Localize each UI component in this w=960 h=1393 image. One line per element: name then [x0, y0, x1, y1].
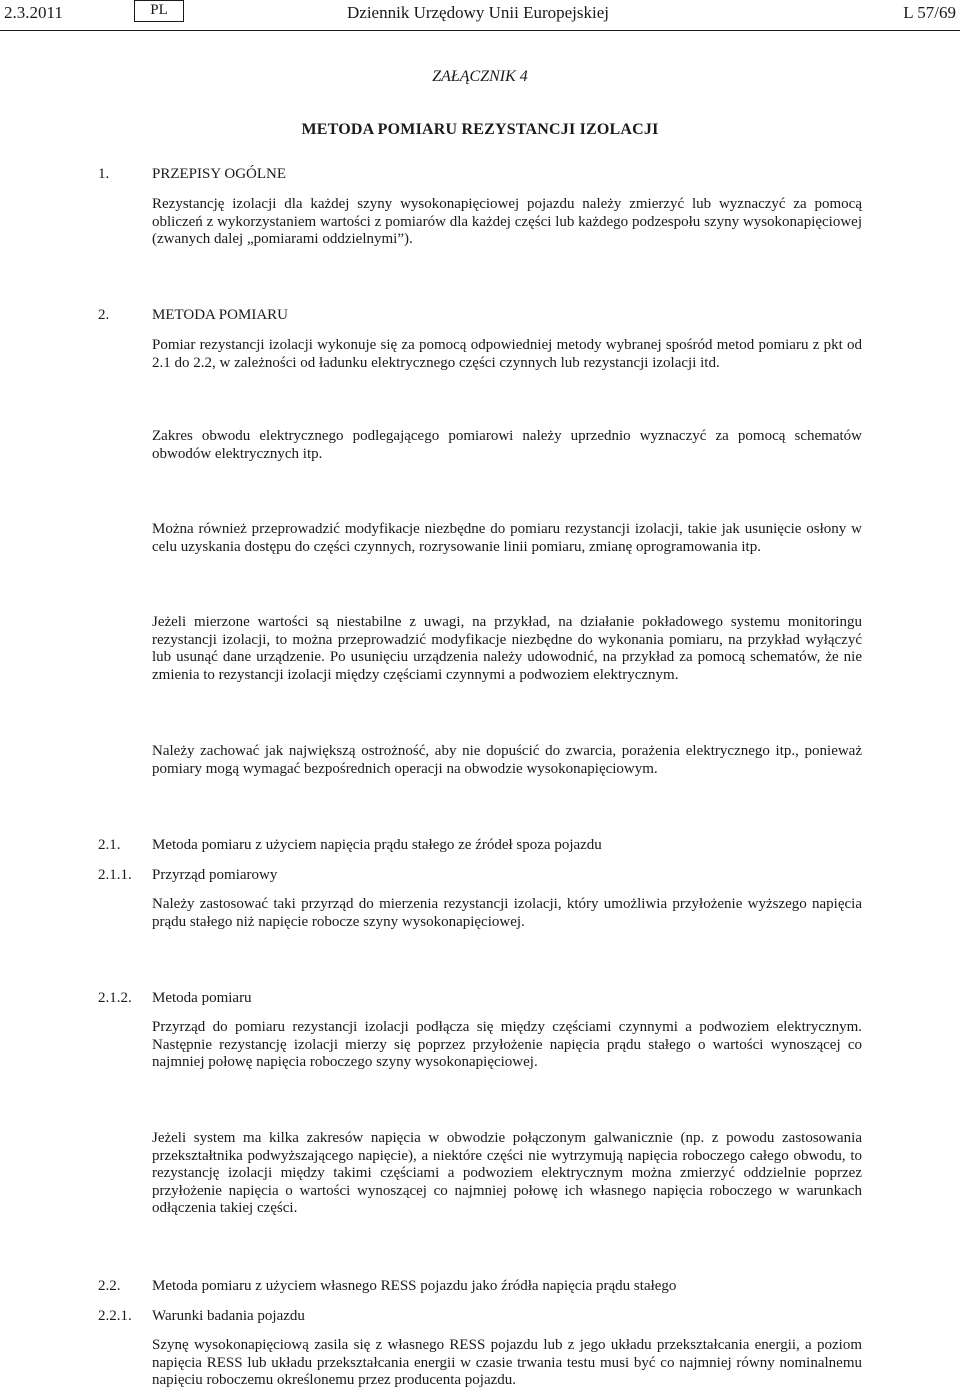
paragraph-5: Jeżeli mierzone wartości są niestabilne z uwagi, na przykład, na działanie pokładowego systemu monitoringu rezystancji izolacji, to można przeprowadzić modyfikacje niezbędne do wykonania pomiaru, na przykład wyłączyć lub usunąć dane urządzenie. Po usunięciu urządzenia należy udowodnić, na przykład za pomocą schematów, że nie zmienia to rezystancji izolacji między częściami czynnymi a podwoziem elektrycznym.	[152, 614, 862, 683]
header-rule	[0, 30, 960, 31]
header-date: 2.3.2011	[4, 3, 63, 22]
section-heading-2: METODA POMIARU	[152, 307, 288, 323]
journal-title: Dziennik Urzędowy Unii Europejskiej	[347, 3, 610, 22]
paragraph-4: Można również przeprowadzić modyfikacje niezbędne do pomiaru rezystancji izolacji, takie jak usunięcie osłony w celu uzyskania dostępu do części czynnych, rozrysowanie linii pomiaru, zmianę oprogramowania itp.	[152, 521, 862, 555]
section-heading-2-2: Metoda pomiaru z użyciem własnego RESS pojazdu jako źródła napięcia prądu stałego	[152, 1278, 677, 1294]
document-title: METODA POMIARU REZYSTANCJI IZOLACJI	[301, 121, 659, 138]
language-badge: PL	[134, 0, 184, 22]
section-heading-1: PRZEPISY OGÓLNE	[152, 166, 287, 182]
section-number-2-2-1: 2.2.1.	[98, 1308, 132, 1324]
section-heading-2-1-2: Metoda pomiaru	[152, 990, 252, 1006]
paragraph-3: Zakres obwodu elektrycznego podlegającego pomiarowi należy uprzednio wyznaczyć za pomocą schematów obwodów elektrycznych itp.	[152, 428, 862, 462]
section-number-2: 2.	[98, 307, 110, 323]
annex-label: ZAŁĄCZNIK 4	[432, 68, 528, 85]
section-heading-2-1: Metoda pomiaru z użyciem napięcia prądu stałego ze źródeł spoza pojazdu	[152, 837, 602, 853]
paragraph-10: Szynę wysokonapięciową zasila się z własnego RESS pojazdu lub z jego układu przekształcania energii, a poziom napięcia RESS lub układu przekształcania energii w czasie trwania testu musi być co najmniej równy nominalnemu napięciu roboczemu określonemu przez producenta pojazdu.	[152, 1337, 862, 1389]
section-number-1: 1.	[98, 166, 110, 182]
paragraph-9: Jeżeli system ma kilka zakresów napięcia w obwodzie połączonym galwanicznie (np. z powodu zastosowania przekształtnika podwyższającego napięcie), a niektóre części nie wytrzymują napięcia roboczego całego obwodu, to rezystancję izolacji między takimi częściami a podwoziem elektrycznym można zmierzyć oddzielnie poprzez przyłożenie napięcia o wartości wynoszącej co najmniej połowę ich własnego napięcia roboczego w warunkach odłączenia takiej części.	[152, 1130, 862, 1217]
paragraph-1: Rezystancję izolacji dla każdej szyny wysokonapięciowej pojazdu należy zmierzyć lub wyznaczyć za pomocą obliczeń z wykorzystaniem wartości z pomiarów dla każdej części lub każdego podzespołu szyny wysokonapięciowej (zwanych dalej „pomiarami oddzielnymi”).	[152, 196, 862, 248]
paragraph-2: Pomiar rezystancji izolacji wykonuje się za pomocą odpowiedniej metody wybranej spośród metod pomiaru z pkt od 2.1 do 2.2, w zależności od ładunku elektrycznego części czynnych lub rezystancji izolacji itd.	[152, 337, 862, 371]
paragraph-8: Przyrząd do pomiaru rezystancji izolacji podłącza się między częściami czynnymi a podwoziem elektrycznym. Następnie rezystancję izolacji mierzy się poprzez przyłożenie napięcia prądu stałego o wartości wynoszącej co najmniej połowę napięcia roboczego szyny wysokonapięciowej.	[152, 1019, 862, 1071]
paragraph-7: Należy zastosować taki przyrząd do mierzenia rezystancji izolacji, który umożliwia przyłożenie wyższego napięcia prądu stałego niż napięcie robocze szyny wysokonapięciowej.	[152, 896, 862, 930]
section-heading-2-1-1: Przyrząd pomiarowy	[152, 867, 278, 883]
section-number-2-1-1: 2.1.1.	[98, 867, 132, 883]
section-number-2-1: 2.1.	[98, 837, 121, 853]
section-number-2-1-2: 2.1.2.	[98, 990, 132, 1006]
page-reference: L 57/69	[903, 3, 956, 22]
section-number-2-2: 2.2.	[98, 1278, 121, 1294]
paragraph-6: Należy zachować jak największą ostrożność, aby nie dopuścić do zwarcia, porażenia elektrycznego itp., ponieważ pomiary mogą wymagać bezpośrednich operacji na obwodzie wysokonapięciowym.	[152, 743, 862, 777]
section-heading-2-2-1: Warunki badania pojazdu	[152, 1308, 305, 1324]
